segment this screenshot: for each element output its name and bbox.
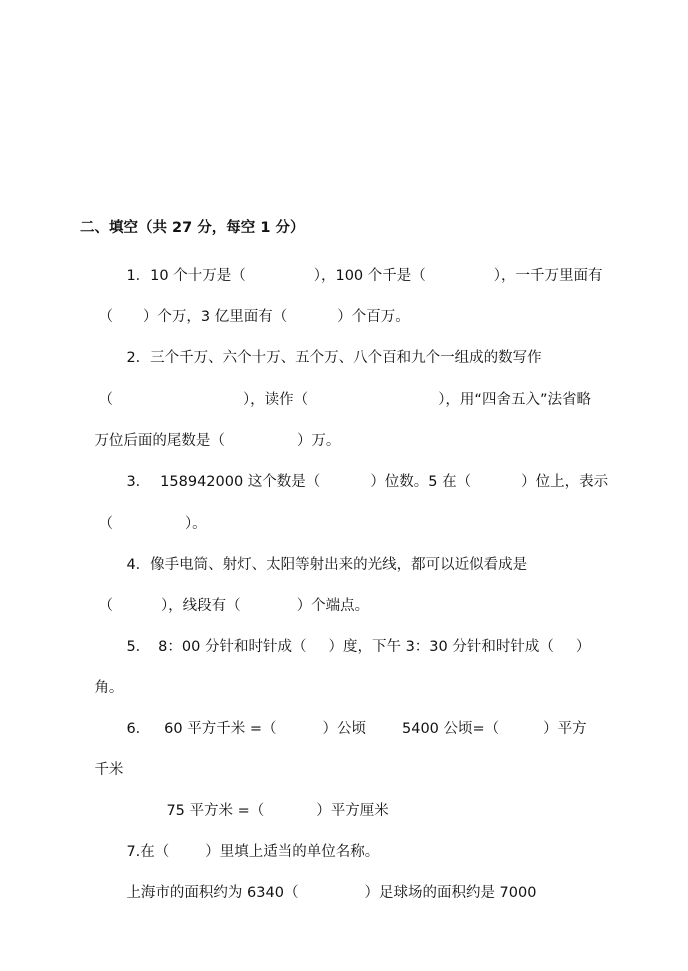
text-segment: 8：00 分针和时针成（ — [158, 639, 307, 655]
text-segment: ），一千万里面有 — [493, 268, 603, 284]
text-segment: ）位数。5 在（ — [370, 474, 472, 490]
text-segment: 60 平方千米 =（ — [164, 721, 277, 737]
text-segment: ）。 — [184, 516, 207, 532]
text-segment: ），100 个千是（ — [313, 268, 426, 284]
text-segment: 万位后面的尾数是（ — [94, 433, 225, 449]
text-segment: ）个万，3 亿里面有（ — [142, 309, 288, 325]
text-segment: （ — [98, 309, 113, 325]
text-segment: 千米 — [94, 762, 124, 778]
text-segment: 5400 公顷=（ — [402, 721, 500, 737]
text-segment: ）位上，表示 — [521, 474, 609, 490]
text-segment: 7.在（ — [126, 844, 170, 860]
text-segment: 角。 — [94, 680, 124, 696]
text-segment: ）公顷 — [322, 721, 366, 737]
text-segment: 158942000 这个数是（ — [160, 474, 321, 490]
text-segment: ）度，下午 3：30 分针和时针成（ — [328, 639, 554, 655]
text-segment: 1．10 个十万是（ — [126, 268, 246, 284]
text-segment: 6． — [126, 721, 151, 737]
section-title: 二、填空（共 27 分，每空 1 分） — [80, 220, 305, 236]
text-segment: （ — [98, 392, 113, 408]
text-segment: ）足球场的面积约是 7000 — [364, 885, 537, 901]
text-segment: ）平方厘米 — [316, 803, 389, 819]
text-segment: ），用“四舍五入”法省略 — [438, 392, 591, 408]
text-segment: ），线段有（ — [160, 598, 241, 614]
text-segment: ），读作（ — [242, 392, 309, 408]
text-segment: （ — [98, 598, 113, 614]
question-5-line-1 — [108, 617, 590, 677]
text-segment: 上海市的面积约为 6340（ — [126, 885, 299, 901]
text-segment: ） — [575, 639, 591, 655]
question-7-line-2 — [108, 863, 536, 923]
text-segment: ）万。 — [296, 433, 341, 449]
question-6-line-1 — [108, 699, 587, 759]
text-segment: ）里填上适当的单位名称。 — [205, 844, 380, 860]
text-segment: 5． — [126, 639, 151, 655]
question-6-line-2 — [76, 740, 123, 800]
text-segment: 3． — [126, 474, 151, 490]
text-segment: ）平方 — [543, 721, 587, 737]
text-segment: ）个端点。 — [296, 598, 370, 614]
text-segment: （ — [98, 516, 113, 532]
text-segment: ）个百万。 — [337, 309, 410, 325]
text-segment: 2．三个千万、六个十万、五个万、八个百和九个一组成的数写作 — [126, 350, 542, 366]
text-segment: 75 平方米 =（ — [166, 803, 265, 819]
text-segment: 4．像手电筒、射灯、太阳等射出来的光线，都可以近似看成是 — [126, 557, 528, 573]
